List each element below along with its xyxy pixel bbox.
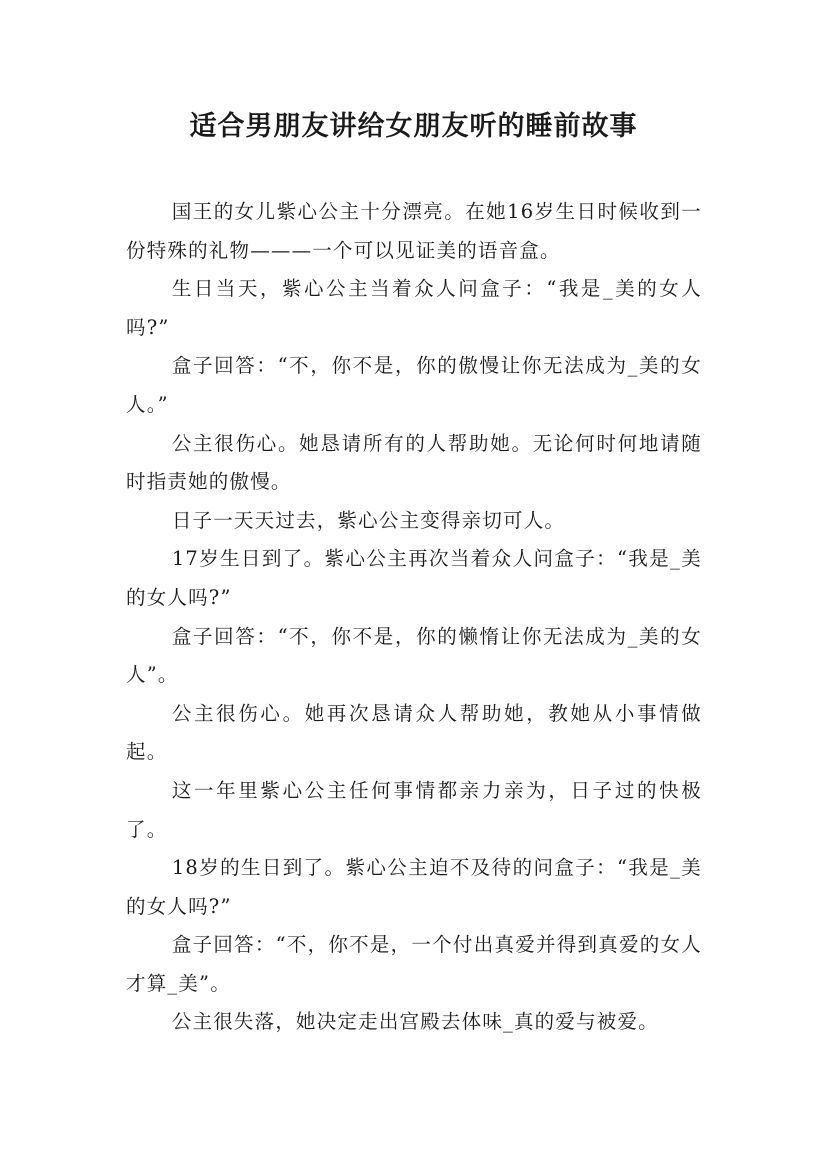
paragraph: 公主很失落，她决定走出宫殿去体味_真的爱与被爱。	[171, 1010, 659, 1034]
paragraph: 18岁的生日到了。紫心公主迫不及待的问盒子：“我是_美的女人吗?”	[126, 856, 702, 918]
document-body	[126, 193, 702, 1042]
paragraph: 日子一天天过去，紫心公主变得亲切可人。	[171, 508, 566, 532]
paragraph: 17岁生日到了。紫心公主再次当着众人问盒子：“我是_美的女人吗?”	[126, 547, 702, 609]
paragraph: 生日当天，紫心公主当着众人问盒子：“我是_美的女人吗?”	[126, 277, 702, 339]
paragraph: 公主很伤心。她再次恳请众人帮助她，教她从小事情做起。	[126, 701, 702, 764]
paragraph: 盒子回答：“不，你不是，你的懒惰让你无法成为_美的女人”。	[126, 624, 702, 687]
paragraph: 国王的女儿紫心公主十分漂亮。在她16岁生日时候收到一份特殊的礼物———一个可以见证美的语音盒。	[126, 200, 702, 262]
paragraph: 盒子回答：“不，你不是，一个付出真爱并得到真爱的女人才算_美”。	[126, 933, 702, 995]
paragraph: 这一年里紫心公主任何事情都亲力亲为，日子过的快极了。	[126, 778, 702, 841]
paragraph: 公主很伤心。她恳请所有的人帮助她。无论何时何地请随时指责她的傲慢。	[126, 431, 702, 494]
document-title: 适合男朋友讲给女朋友听的睡前故事	[189, 111, 638, 142]
paragraph: 盒子回答：“不，你不是，你的傲慢让你无法成为_美的女人。”	[126, 354, 702, 416]
